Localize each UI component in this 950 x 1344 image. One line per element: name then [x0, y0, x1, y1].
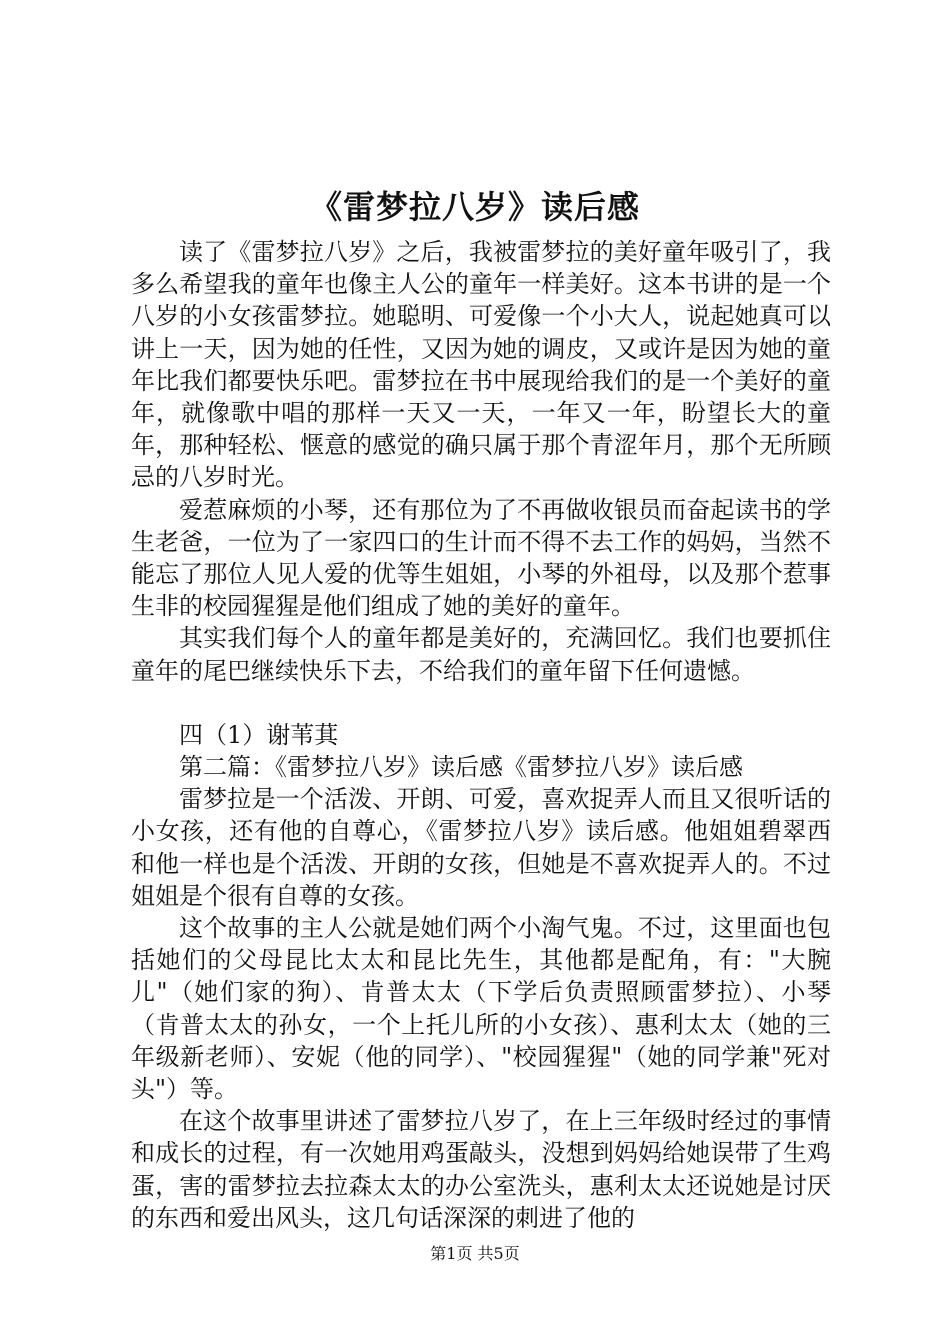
paragraph: 雷梦拉是一个活泼、开朗、可爱，喜欢捉弄人而且又很听话的小女孩，还有他的自尊心，《雷梦拉八岁》读后感。他姐姐碧翠西和他一样也是个活泼、开朗的女孩，但她是不喜欢捉弄人的。不过姐姐是个很有自尊的女孩。	[131, 785, 831, 910]
paragraph: 其实我们每个人的童年都是美好的，充满回忆。我们也要抓住童年的尾巴继续快乐下去，不给我们的童年留下任何遗憾。	[131, 624, 831, 685]
document-body	[131, 236, 831, 1234]
paragraph: 这个故事的主人公就是她们两个小淘气鬼。不过，这里面也包括她们的父母昆比太太和昆比先生，其他都是配角，有："大腕儿"（她们家的狗）、肯普太太（下学后负责照顾雷梦拉）、小琴（肯普太太的孙女，一个上托儿所的小女孩）、惠利太太（她的三年级新老师）、安妮（他的同学）、"校园猩猩"（她的同学兼"死对头"）等。	[131, 914, 831, 1104]
blank-line	[131, 687, 831, 719]
document-title: 《雷梦拉八岁》读后感	[309, 188, 640, 226]
author-line: 四（1）谢苇萁	[179, 720, 339, 749]
paragraph: 读了《雷梦拉八岁》之后，我被雷梦拉的美好童年吸引了，我多么希望我的童年也像主人公的童年一样美好。这本书讲的是一个八岁的小女孩雷梦拉。她聪明、可爱像一个小大人，说起她真可以讲上一天，因为她的任性，又因为她的调皮，又或许是因为她的童年比我们都要快乐吧。雷梦拉在书中展现给我们的是一个美好的童年，就像歌中唱的那样一天又一天，一年又一年，盼望长大的童年，那种轻松、惬意的感觉的确只属于那个青涩年月，那个无所顾忌的八岁时光。	[131, 238, 831, 492]
paragraph: 在这个故事里讲述了雷梦拉八岁了，在上三年级时经过的事情和成长的过程，有一次她用鸡蛋敲头，没想到妈妈给她误带了生鸡蛋，害的雷梦拉去拉森太太的办公室洗头，惠利太太还说她是讨厌的东西和爱出风头，这几句话深深的刺进了他的	[131, 1107, 831, 1232]
paragraph: 爱惹麻烦的小琴，还有那位为了不再做收银员而奋起读书的学生老爸，一位为了一家四口的生计而不得不去工作的妈妈，当然不能忘了那位人见人爱的优等生姐姐，小琴的外祖母，以及那个惹事生非的校园猩猩是他们组成了她的美好的童年。	[131, 495, 831, 621]
page-indicator: 第1页 共5页	[430, 1244, 520, 1263]
section-heading: 第二篇：《雷梦拉八岁》读后感《雷梦拉八岁》读后感	[179, 753, 743, 782]
